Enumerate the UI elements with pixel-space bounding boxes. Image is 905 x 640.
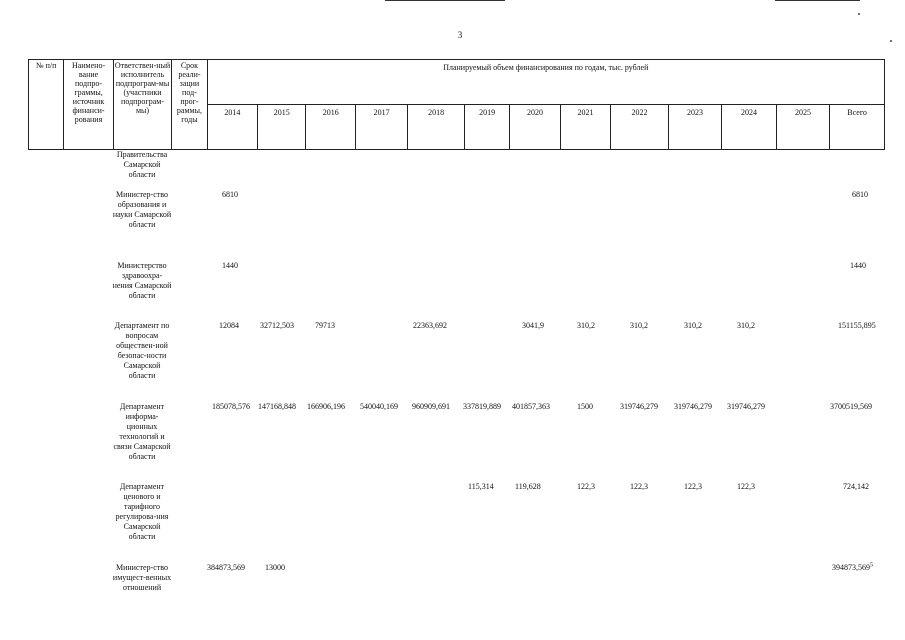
cell-total [832,563,873,573]
row-executor: Департамент информа-ционных технологий и связи Самарской области [113,402,171,461]
row-executor: Министер-ство имущест-венных отношений [112,563,172,592]
cell-value: 540040,169 [360,402,398,411]
cell-value: 185078,576 [212,402,250,411]
cell-value: 3041,9 [522,321,544,330]
cell-value: 32712,503 [260,321,294,330]
header-year: 2024 [722,105,776,150]
header-year: 2025 [776,105,829,150]
cell-total-value: 394873,569 [832,563,870,572]
cell-value: 310,2 [577,321,595,330]
cell-value: 122,3 [737,482,755,491]
cell-value: 122,3 [577,482,595,491]
cell-total: 6810 [852,190,868,199]
cell-value: 147168,848 [258,402,296,411]
cell-value: 319746,279 [620,402,658,411]
header-year: 2017 [355,105,407,150]
cell-value: 310,2 [684,321,702,330]
cell-value: 337819,889 [463,402,501,411]
cell-value: 22363,692 [413,321,447,330]
row-executor: Департамент по вопросам обществен-ной безопас-ности Самарской области [114,321,170,380]
header-term: Срок реали-зации под-прог-раммы, годы [172,60,207,150]
cell-value: 1440 [222,261,238,270]
cell-value: 401857,363 [512,402,550,411]
cell-value: 1500 [577,402,593,411]
cell-value: 319746,279 [674,402,712,411]
cell-value: 166906,196 [307,402,345,411]
cell-total: 1440 [850,261,866,270]
row-executor: Правительства Самарской области [116,150,168,179]
row-executor: Министерство здравоохра-нения Самарской области [112,261,172,300]
cell-value: 13000 [265,563,285,572]
cell-value: 122,3 [684,482,702,491]
header-year: 2022 [611,105,669,150]
header-name: Наимено-вание подпро-граммы, источник финанси-рования [64,60,113,150]
header-num: № п/п [29,60,64,150]
cell-value: 119,628 [515,482,541,491]
header-year: 2015 [258,105,306,150]
cell-total: 151155,895 [838,321,876,330]
cell-value: 79713 [315,321,335,330]
row-executor: Департамент ценового и тарифного регулирова-ния Самарской области [115,482,169,541]
header-year: 2014 [207,105,257,150]
header-total: Всего [830,105,885,150]
header-year: 2021 [560,105,610,150]
cell-value: 310,2 [630,321,648,330]
header-year: 2019 [464,105,509,150]
cell-value: 12084 [219,321,239,330]
row-executor: Министер-ство образования и науки Самарской области [112,190,172,229]
cell-total: 724,142 [843,482,869,491]
footnote-mark: 5 [870,562,873,569]
cell-value: 384873,569 [207,563,245,572]
header-executor: Ответствен-ный исполнитель подпрограм-мы (участники подпрограм-мы) [113,60,172,150]
cell-value: 310,2 [737,321,755,330]
header-year: 2020 [510,105,560,150]
header-year: 2016 [306,105,355,150]
header-planned: Планируемый объем финансирования по годам, тыс. рублей [207,60,884,105]
header-year: 2018 [408,105,465,150]
cell-value: 319746,279 [727,402,765,411]
cell-value: 6810 [222,190,238,199]
cell-value: 960909,691 [412,402,450,411]
cell-total: 3700519,569 [830,402,872,411]
page-number: 3 [457,30,463,40]
cell-value: 122,3 [630,482,648,491]
cell-value: 115,314 [468,482,494,491]
header-year: 2023 [668,105,721,150]
